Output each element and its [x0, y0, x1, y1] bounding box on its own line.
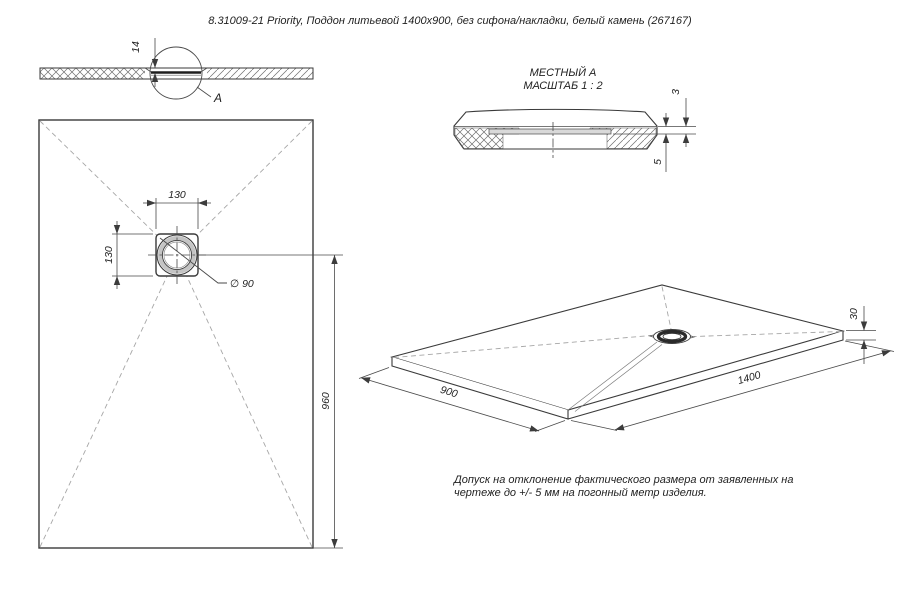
iso-view — [359, 285, 894, 432]
plan-view — [39, 120, 343, 548]
dim-1400-label: 1400 — [736, 369, 763, 388]
dim-130h-label: 130 — [168, 189, 186, 201]
tolerance-note-line2: чертеже до +/- 5 мм на погонный метр изделия. — [454, 487, 707, 499]
tolerance-note-line1: Допуск на отклонение фактического размера от заявленных на — [454, 474, 794, 486]
section-view — [40, 38, 313, 105]
dim-960-label: 960 — [320, 392, 332, 410]
dim-900-label: 900 — [438, 383, 459, 401]
detail-label: A — [214, 91, 223, 105]
section-hatch-right — [207, 68, 313, 79]
plan-outline — [39, 120, 313, 548]
dim-30-label: 30 — [848, 308, 860, 320]
dim-14-label: 14 — [130, 41, 142, 53]
iso-drain-inner-ring — [663, 333, 681, 339]
local-drain-plate — [489, 129, 611, 134]
drawing-title: 8.31009-21 Priority, Поддон литьевой 1400x900, без сифона/накладки, белый камень (267167) — [208, 15, 692, 27]
dim-5-label: 5 — [652, 159, 664, 165]
dim-3-label: 3 — [670, 89, 682, 95]
tolerance-note — [452, 474, 793, 499]
dim-30-ext-lines — [846, 331, 876, 341]
section-hatch-left — [40, 68, 145, 79]
detail-leader-line — [197, 87, 211, 97]
local-view-a — [454, 66, 696, 172]
local-view-scale: МАСШТАБ 1 : 2 — [523, 80, 603, 92]
dim-drain-diameter-label: ∅ 90 — [230, 278, 254, 290]
dim-130v-label: 130 — [103, 246, 115, 264]
iso-top-face — [392, 285, 843, 410]
local-view-title: МЕСТНЫЙ А — [529, 67, 597, 79]
